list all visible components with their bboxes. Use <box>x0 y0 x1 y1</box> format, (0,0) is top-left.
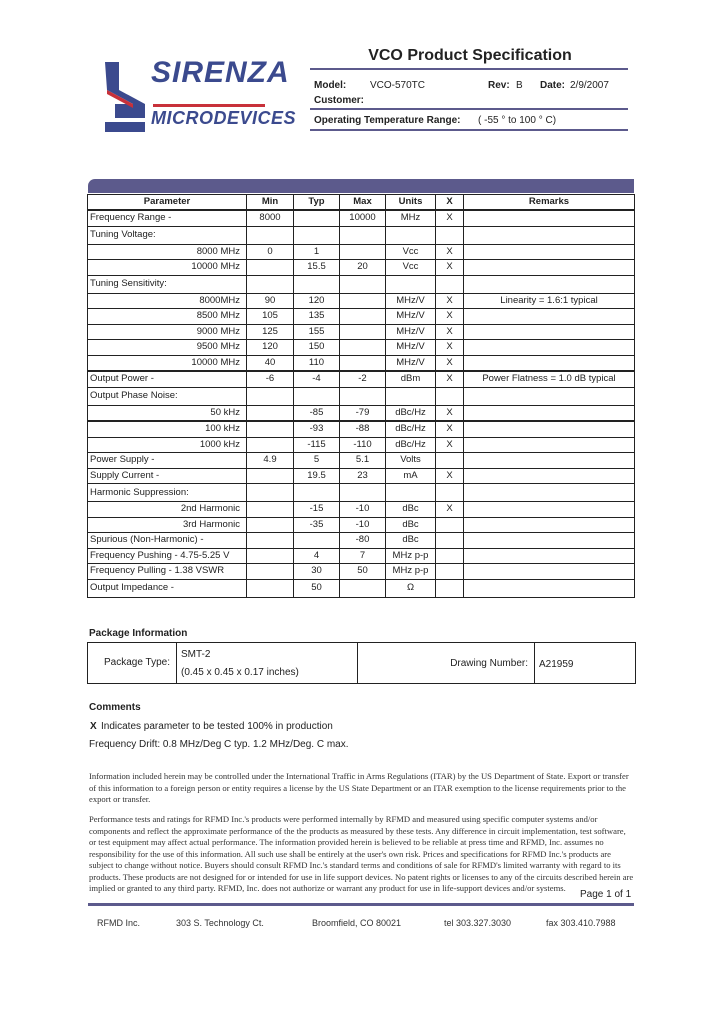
cell-min: 125 <box>247 324 294 340</box>
cell-x <box>436 579 464 597</box>
date-value: 2/9/2007 <box>570 80 609 91</box>
cell-max: 10000 <box>340 210 386 226</box>
cell-typ: 155 <box>294 324 340 340</box>
cell-max: -110 <box>340 437 386 453</box>
cell-x <box>436 564 464 580</box>
cell-max: 23 <box>340 468 386 484</box>
header-rule-top <box>310 68 628 70</box>
cell-typ: 50 <box>294 579 340 597</box>
cell-parameter: Frequency Pushing - 4.75-5.25 V <box>88 548 247 564</box>
cell-min <box>247 421 294 437</box>
cell-x: X <box>436 210 464 226</box>
cell-parameter: Frequency Pulling - 1.38 VSWR <box>88 564 247 580</box>
cell-typ <box>294 226 340 244</box>
cell-x: X <box>436 355 464 371</box>
cell-remarks <box>464 453 635 469</box>
cell-units: mA <box>386 468 436 484</box>
spec-row <box>88 226 635 244</box>
cell-units: MHz <box>386 210 436 226</box>
cell-units: MHz p-p <box>386 548 436 564</box>
cell-parameter: 10000 MHz <box>88 355 247 371</box>
cell-max <box>340 484 386 502</box>
cell-x <box>436 387 464 405</box>
cell-units <box>386 275 436 293</box>
spec-row <box>88 244 635 260</box>
cell-x: X <box>436 405 464 421</box>
cell-remarks <box>464 260 635 276</box>
cell-typ: 19.5 <box>294 468 340 484</box>
cell-max <box>340 244 386 260</box>
spec-row <box>88 405 635 421</box>
cell-max <box>340 324 386 340</box>
rev-value: B <box>516 80 523 91</box>
cell-remarks <box>464 210 635 226</box>
package-type-line1: SMT-2 <box>181 649 211 660</box>
cell-x: X <box>436 502 464 518</box>
brand-sub: MICRODEVICES <box>151 108 297 128</box>
test-mark: X <box>90 721 97 732</box>
cell-x <box>436 226 464 244</box>
cell-x: X <box>436 468 464 484</box>
cell-parameter: 10000 MHz <box>88 260 247 276</box>
cell-max <box>340 340 386 356</box>
cell-max: 5.1 <box>340 453 386 469</box>
cell-x <box>436 275 464 293</box>
drawing-value: A21959 <box>539 659 574 670</box>
model-value: VCO-570TC <box>370 80 426 91</box>
cell-parameter: Power Supply - <box>88 453 247 469</box>
cell-x: X <box>436 371 464 387</box>
cell-parameter: Supply Current - <box>88 468 247 484</box>
cell-units: dBc <box>386 517 436 533</box>
cell-parameter: 50 kHz <box>88 405 247 421</box>
cell-typ: 30 <box>294 564 340 580</box>
cell-remarks <box>464 548 635 564</box>
cell-max <box>340 387 386 405</box>
spec-row <box>88 324 635 340</box>
cell-remarks <box>464 244 635 260</box>
cell-min <box>247 484 294 502</box>
col-units: Units <box>386 195 436 211</box>
cell-min <box>247 226 294 244</box>
cell-max <box>340 579 386 597</box>
cell-min: -6 <box>247 371 294 387</box>
spec-row <box>88 564 635 580</box>
cell-parameter: 8500 MHz <box>88 309 247 325</box>
cell-max: -79 <box>340 405 386 421</box>
cell-remarks <box>464 579 635 597</box>
brand-name: SIRENZA <box>151 56 290 89</box>
cell-units <box>386 226 436 244</box>
cell-typ: 135 <box>294 309 340 325</box>
cell-min <box>247 579 294 597</box>
spec-row <box>88 340 635 356</box>
cell-units: MHz/V <box>386 293 436 309</box>
cell-units: MHz/V <box>386 340 436 356</box>
cell-remarks <box>464 340 635 356</box>
spec-row <box>88 371 635 387</box>
cell-typ <box>294 275 340 293</box>
cell-x: X <box>436 293 464 309</box>
spec-row <box>88 533 635 549</box>
cell-typ <box>294 210 340 226</box>
cell-x <box>436 548 464 564</box>
footer-company: RFMD Inc. <box>97 918 141 928</box>
package-heading: Package Information <box>89 628 188 639</box>
cell-units: Ω <box>386 579 436 597</box>
cell-units: MHz/V <box>386 309 436 325</box>
cell-parameter: 8000MHz <box>88 293 247 309</box>
cell-typ: -93 <box>294 421 340 437</box>
cell-max: -10 <box>340 502 386 518</box>
cell-remarks <box>464 421 635 437</box>
cell-parameter: 2nd Harmonic <box>88 502 247 518</box>
spec-row <box>88 275 635 293</box>
cell-min <box>247 564 294 580</box>
cell-min: 0 <box>247 244 294 260</box>
cell-remarks <box>464 309 635 325</box>
cell-units: dBc <box>386 533 436 549</box>
cell-parameter: Frequency Range - <box>88 210 247 226</box>
cell-parameter: 3rd Harmonic <box>88 517 247 533</box>
spec-row <box>88 421 635 437</box>
cell-min <box>247 468 294 484</box>
package-type-value-cell <box>177 643 358 683</box>
drawing-spacer-cell <box>358 643 446 683</box>
cell-x: X <box>436 437 464 453</box>
cell-typ: 4 <box>294 548 340 564</box>
spec-row <box>88 517 635 533</box>
spec-row <box>88 468 635 484</box>
comment-line-2: Frequency Drift: 0.8 MHz/Deg C typ. 1.2 MHz/Deg. C max. <box>89 739 349 750</box>
cell-remarks <box>464 324 635 340</box>
cell-parameter: Output Power - <box>88 371 247 387</box>
cell-min: 40 <box>247 355 294 371</box>
cell-typ: 15.5 <box>294 260 340 276</box>
package-box <box>87 642 636 684</box>
cell-min: 105 <box>247 309 294 325</box>
cell-min: 4.9 <box>247 453 294 469</box>
package-type-label: Package Type: <box>104 657 170 668</box>
section-band <box>88 179 634 193</box>
cell-min <box>247 517 294 533</box>
cell-max <box>340 226 386 244</box>
drawing-label-cell <box>446 643 535 683</box>
cell-remarks <box>464 275 635 293</box>
cell-units <box>386 387 436 405</box>
footer-address: 303 S. Technology Ct. <box>176 918 264 928</box>
comments-heading: Comments <box>89 702 141 713</box>
cell-max <box>340 275 386 293</box>
cell-typ: 120 <box>294 293 340 309</box>
cell-remarks <box>464 533 635 549</box>
col-min: Min <box>247 195 294 211</box>
cell-min <box>247 533 294 549</box>
drawing-label: Drawing Number: <box>450 658 528 669</box>
cell-typ: -35 <box>294 517 340 533</box>
cell-typ <box>294 533 340 549</box>
footer-tel: tel 303.327.3030 <box>444 918 512 928</box>
cell-x: X <box>436 421 464 437</box>
comment-line-1: Indicates parameter to be tested 100% in production <box>101 721 333 732</box>
spec-row <box>88 387 635 405</box>
cell-x <box>436 453 464 469</box>
cell-remarks <box>464 517 635 533</box>
cell-parameter: Tuning Voltage: <box>88 226 247 244</box>
spec-row <box>88 502 635 518</box>
cell-parameter: Spurious (Non-Harmonic) - <box>88 533 247 549</box>
date-label: Date: <box>540 80 566 91</box>
spec-row <box>88 484 635 502</box>
cell-x <box>436 533 464 549</box>
cell-units: MHz/V <box>386 324 436 340</box>
cell-remarks: Linearity = 1.6:1 typical <box>464 293 635 309</box>
spec-row <box>88 355 635 371</box>
cell-max: -80 <box>340 533 386 549</box>
cell-typ: -15 <box>294 502 340 518</box>
cell-typ: -115 <box>294 437 340 453</box>
cell-parameter: Tuning Sensitivity: <box>88 275 247 293</box>
cell-units: dBc/Hz <box>386 405 436 421</box>
cell-units: Volts <box>386 453 436 469</box>
spec-row <box>88 293 635 309</box>
cell-remarks <box>464 502 635 518</box>
cell-units: dBc/Hz <box>386 421 436 437</box>
cell-parameter: 8000 MHz <box>88 244 247 260</box>
cell-remarks <box>464 405 635 421</box>
cell-max: -88 <box>340 421 386 437</box>
cell-remarks <box>464 387 635 405</box>
col-remarks: Remarks <box>464 195 635 211</box>
cell-parameter: 9500 MHz <box>88 340 247 356</box>
cell-units: MHz p-p <box>386 564 436 580</box>
logo-s-icon <box>103 60 147 134</box>
cell-max <box>340 309 386 325</box>
cell-typ: 1 <box>294 244 340 260</box>
spec-row <box>88 437 635 453</box>
col-x: X <box>436 195 464 211</box>
spec-table <box>87 194 635 598</box>
spec-row <box>88 548 635 564</box>
cell-remarks <box>464 226 635 244</box>
cell-units: dBc/Hz <box>386 437 436 453</box>
page-number: Page 1 of 1 <box>580 889 632 900</box>
cell-min: 90 <box>247 293 294 309</box>
cell-min: 120 <box>247 340 294 356</box>
cell-max <box>340 293 386 309</box>
cell-typ: 110 <box>294 355 340 371</box>
cell-units: Vcc <box>386 260 436 276</box>
cell-parameter: 9000 MHz <box>88 324 247 340</box>
cell-typ <box>294 387 340 405</box>
spec-row <box>88 309 635 325</box>
rev-label: Rev: <box>488 80 510 91</box>
cell-parameter: Harmonic Suppression: <box>88 484 247 502</box>
cell-remarks: Power Flatness = 1.0 dB typical <box>464 371 635 387</box>
cell-max: 50 <box>340 564 386 580</box>
col-max: Max <box>340 195 386 211</box>
header-rule-mid <box>310 108 628 110</box>
cell-max: 7 <box>340 548 386 564</box>
package-type-line2: (0.45 x 0.45 x 0.17 inches) <box>181 667 299 678</box>
brand-rule <box>153 104 265 107</box>
cell-x: X <box>436 260 464 276</box>
cell-parameter: Output Impedance - <box>88 579 247 597</box>
document-title: VCO Product Specification <box>368 47 572 64</box>
footer-rule <box>88 903 634 906</box>
cell-min <box>247 405 294 421</box>
cell-units: Vcc <box>386 244 436 260</box>
company-logo <box>103 56 297 138</box>
cell-remarks <box>464 484 635 502</box>
cell-x: X <box>436 340 464 356</box>
cell-min <box>247 502 294 518</box>
package-type-label-cell <box>88 643 177 683</box>
cell-remarks <box>464 468 635 484</box>
cell-units: dBm <box>386 371 436 387</box>
col-parameter: Parameter <box>88 195 247 211</box>
cell-remarks <box>464 355 635 371</box>
cell-min: 8000 <box>247 210 294 226</box>
cell-parameter: Output Phase Noise: <box>88 387 247 405</box>
itar-notice: Information included herein may be controlled under the International Traffic in Arms Regulations (ITAR) by the US Department of State. Export or transfer of this information to a foreign person or entity requires a license by the US State Department or an ITAR exemption to the license requirements prior to the export or transfer. <box>89 771 629 804</box>
spec-row <box>88 260 635 276</box>
temp-value: ( -55 ° to 100 ° C) <box>478 115 557 126</box>
header-rule-bottom <box>310 129 628 131</box>
spec-row <box>88 579 635 597</box>
cell-x: X <box>436 324 464 340</box>
cell-max: -10 <box>340 517 386 533</box>
cell-min <box>247 387 294 405</box>
cell-typ: 5 <box>294 453 340 469</box>
cell-remarks <box>464 564 635 580</box>
cell-remarks <box>464 437 635 453</box>
cell-min <box>247 275 294 293</box>
cell-min <box>247 548 294 564</box>
customer-label: Customer: <box>314 95 365 106</box>
footer-city: Broomfield, CO 80021 <box>312 918 402 928</box>
cell-typ <box>294 484 340 502</box>
cell-max <box>340 355 386 371</box>
cell-x <box>436 517 464 533</box>
cell-min <box>247 437 294 453</box>
temp-label: Operating Temperature Range: <box>314 115 461 126</box>
spec-row <box>88 210 635 226</box>
spec-header-row <box>88 195 635 211</box>
cell-units: MHz/V <box>386 355 436 371</box>
cell-typ: 150 <box>294 340 340 356</box>
cell-x <box>436 484 464 502</box>
cell-max: 20 <box>340 260 386 276</box>
cell-units <box>386 484 436 502</box>
col-typ: Typ <box>294 195 340 211</box>
cell-typ: -85 <box>294 405 340 421</box>
spec-row <box>88 453 635 469</box>
drawing-value-cell <box>535 643 634 683</box>
cell-units: dBc <box>386 502 436 518</box>
cell-parameter: 100 kHz <box>88 421 247 437</box>
cell-min <box>247 260 294 276</box>
cell-x: X <box>436 309 464 325</box>
cell-x: X <box>436 244 464 260</box>
cell-max: -2 <box>340 371 386 387</box>
model-label: Model: <box>314 80 347 91</box>
cell-parameter: 1000 kHz <box>88 437 247 453</box>
footer-fax: fax 303.410.7988 <box>546 918 616 928</box>
performance-disclaimer: Performance tests and ratings for RFMD Inc.'s products were performed internally by RFMD and measured using specific computer systems and/or components and reflect the approximate performance of the the products as measured by these tests. Any difference in circuit implementation, test software, or test equipment may affect actual performance. The information provided herein is believed to be reliable at press time and RFMD, Inc. assumes no responsibility for the use of this information. All such use shall be entirely at the user's own risk. Prices and specifications for RFMD Inc.'s products are subject to change without notice. Buyers should consult RFMD Inc.'s standard terms and conditions of sale for RFMD's limited warranty with regard to its products. These products are not designed for or intended for use in life support devices. No patent rights or licenses to any of the circuits described herein are implied or granted to any third party. RFMD, Inc. does not authorize or warrant any product for use in life-support devices and/or systems. <box>89 814 634 893</box>
cell-typ: -4 <box>294 371 340 387</box>
